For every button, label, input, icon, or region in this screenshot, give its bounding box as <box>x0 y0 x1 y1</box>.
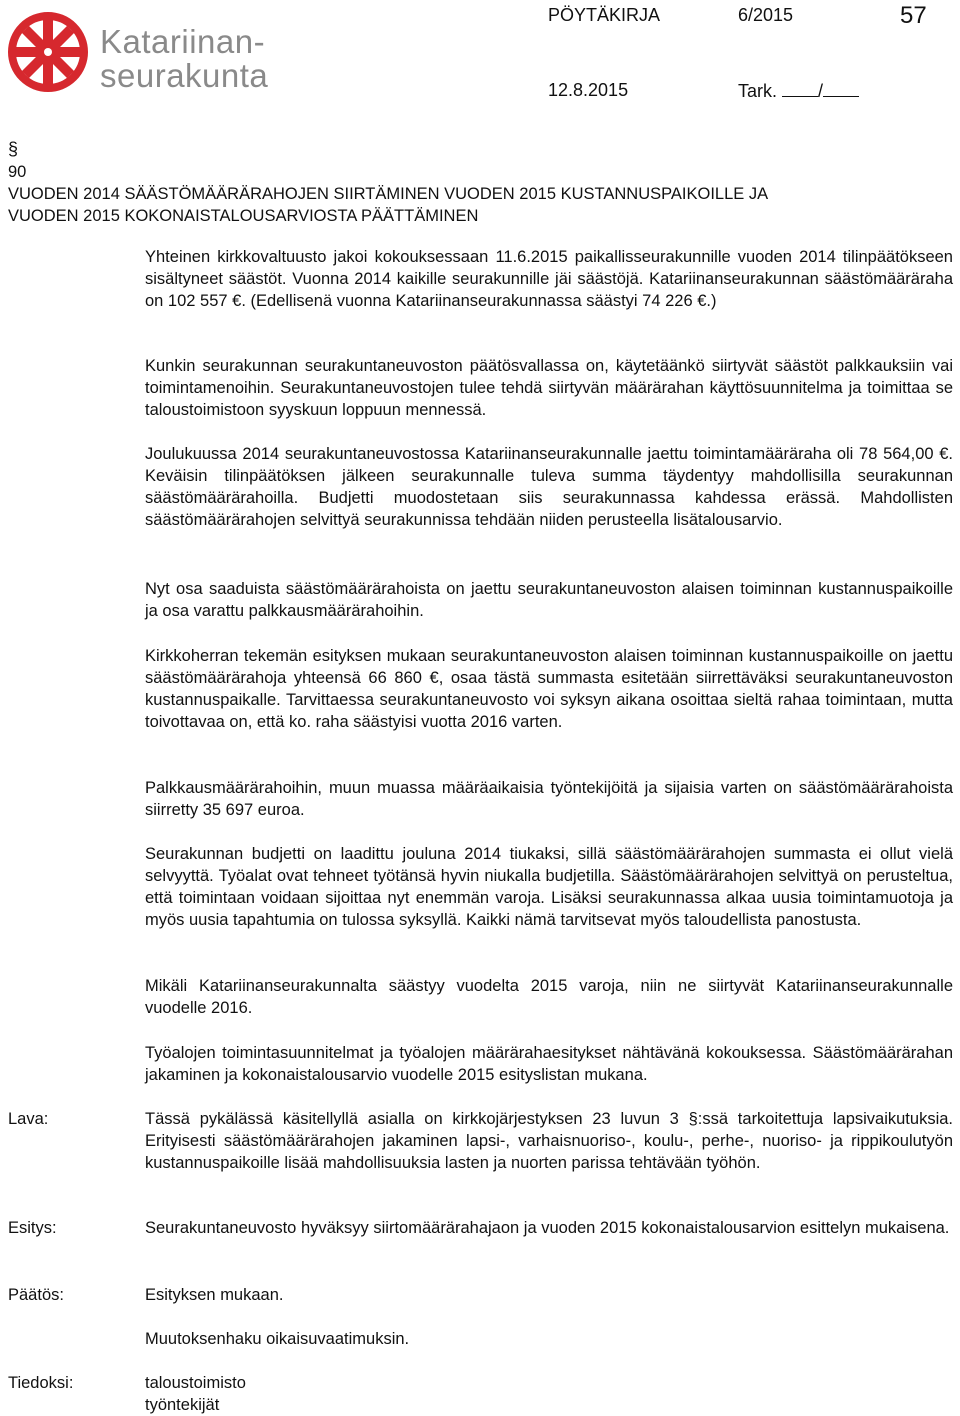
logo-name-line1: Katariinan- <box>100 23 266 60</box>
paragraph-4: Nyt osa saaduista säästömäärärahoista on jaettu seurakuntaneuvoston alaisen toiminnan kustannuspaikoille ja osa varattu palkkausmäärärahoihin. <box>145 580 953 620</box>
paragraph-9: Työalojen toimintasuunnitelmat ja työalojen määrärahaesitykset nähtävänä kokouksessa. Säästömäärärahan jakaminen ja kokonaistalousarvio vuodelle 2015 esityslistan mukana. <box>145 1044 953 1084</box>
logo <box>8 12 88 92</box>
paragraph-5: Kirkkoherran tekemän esityksen mukaan seurakuntaneuvoston alaisen toiminnan kustannuspaikoille on jaettu säästömäärärahoja yhteensä 66 860 €, osaa tästä summasta esitetään siirrettäväksi seurakuntaneuvoston kustannuspaikalle. Tarvittaessa seurakuntaneuvosto voi syksyn aikana osoittaa sieltä rahaa toimintaan, mutta toivottavaa on, että ko. raha säästyisi vuotta 2016 varten. <box>145 647 953 731</box>
section-number: 90 <box>8 163 27 181</box>
paragraph-3: Joulukuussa 2014 seurakuntaneuvostossa Katariinanseurakunnalle jaettu toimintamääräraha oli 78 564,00 €. Keväisin tilinpäätöksen jälkeen seurakunnalle tuleva summa täydentyy mahdollisilla seurakunnan säästömäärärahoilla. Budjetti muodostetaan siis seurakunnassa kahdessa erässä. Mahdollisten säästömäärärahojen selvittyä seurakunnissa tehdään niiden perusteella lisätalousarvio. <box>145 445 953 529</box>
tark-field <box>738 80 859 102</box>
paragraph-1: Yhteinen kirkkovaltuusto jakoi kokouksessaan 11.6.2015 paikallisseurakunnille vuoden 2014 tilinpäätökseen sisältyneet säästöt. Vuonna 2014 kaikille seurakunnille jäi säästöjä. Katariinanseurakunnan säästömääräraha on 102 557 €. (Edellisenä vuonna Katariinanseurakunnassa säästyi 74 226 €.) <box>145 248 953 310</box>
tark-blank-2 <box>823 80 859 97</box>
paatos-label: Päätös: <box>8 1286 64 1304</box>
section-title-line2: VUODEN 2015 KOKONAISTALOUSARVIOSTA PÄÄTTÄMINEN <box>8 207 479 225</box>
paragraph-7: Seurakunnan budjetti on laadittu jouluna 2014 tiukaksi, sillä säästömäärärahojen summasta ei ollut vielä selvyyttä. Työalat ovat tehneet työtänsä hyvin niukalla budjetilla. Säästömäärärahojen selvittyä on perusteltua, että toimintaan voidaan sijoittaa nyt enemmän varoja. Lisäksi seurakunnassa alkaa uusia toimintamuotoja ja myös uusia tapahtumia on tulossa syksyllä. Kaikki nämä tarvitsevat myös taloudellista panostusta. <box>145 845 953 929</box>
paragraph-6: Palkkausmäärärahoihin, muun muassa määräaikaisia työntekijöitä ja sijaisia varten on säästömäärärahoista siirretty 35 697 euroa. <box>145 779 953 819</box>
tiedoksi-recipient-2: työntekijät <box>145 1396 220 1414</box>
tiedoksi-recipient-1: taloustoimisto <box>145 1374 246 1392</box>
esitys-text: Seurakuntaneuvosto hyväksyy siirtomäärärahajaon ja vuoden 2015 kokonaistalousarvion esittelyn mukaisena. <box>145 1219 950 1237</box>
page-number: 57 <box>900 2 927 29</box>
meeting-date: 12.8.2015 <box>548 80 629 100</box>
paragraph-2: Kunkin seurakunnan seurakuntaneuvoston päätösvallassa on, käytetäänkö siirtyvät säästöt palkkauksiin vai toimintamenoihin. Seurakuntaneuvostojen tulee tehdä siirtyvän määrärahan käyttösuunnitelma ja toimittaa se taloustoimistoon syyskuun loppuun mennessä. <box>145 357 953 419</box>
parish-emblem-icon <box>8 12 88 92</box>
tark-label: Tark. <box>738 81 778 101</box>
paatos-appeal-text: Muutoksenhaku oikaisuvaatimuksin. <box>145 1330 410 1348</box>
tark-blank-1 <box>782 80 818 97</box>
paragraph-8: Mikäli Katariinanseurakunnalta säästyy vuodelta 2015 varoja, niin ne siirtyvät Katariinanseurakunnalle vuodelle 2016. <box>145 977 953 1017</box>
lava-text: Tässä pykälässä käsitellyllä asialla on kirkkojärjestyksen 23 luvun 3 §:ssä tarkoitettuja lapsivaikutuksia. Erityisesti säästömäärärahojen jakaminen lapsi-, varhaisnuoriso-, koulu-, perhe-, nuoriso- ja rippikoulutyön kustannuspaikoille lisää mahdollisuuksia lasten ja nuorten parissa tehtävään työhön. <box>145 1110 953 1172</box>
tark-separator: / <box>818 81 824 101</box>
section-symbol: § <box>8 139 19 159</box>
doc-number: 6/2015 <box>738 5 794 25</box>
section-title-line1: VUODEN 2014 SÄÄSTÖMÄÄRÄRAHOJEN SIIRTÄMINEN VUODEN 2015 KUSTANNUSPAIKOILLE JA <box>8 185 769 203</box>
lava-label: Lava: <box>8 1110 49 1128</box>
logo-name-line2: seurakunta <box>100 57 269 94</box>
esitys-label: Esitys: <box>8 1219 57 1237</box>
tiedoksi-label: Tiedoksi: <box>8 1374 74 1392</box>
doc-type: PÖYTÄKIRJA <box>548 5 661 25</box>
paatos-text: Esityksen mukaan. <box>145 1286 284 1304</box>
